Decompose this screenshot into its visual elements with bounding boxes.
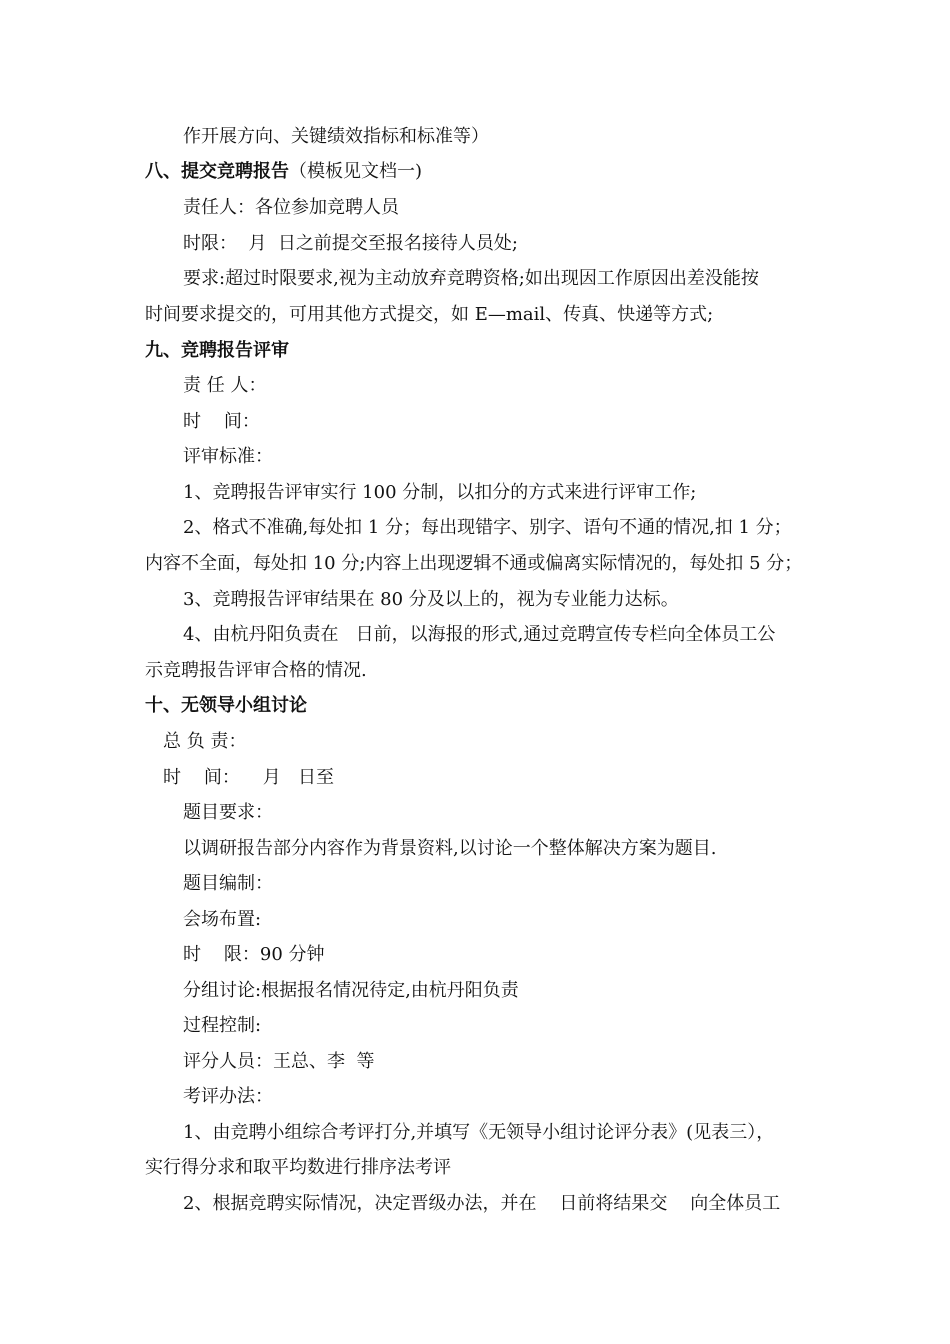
section-heading-8: [145, 160, 422, 184]
paragraph-line: 责任人：各位参加竞聘人员: [183, 197, 399, 218]
section-heading-8-note: （模板见文档一): [289, 161, 423, 182]
paragraph-line: 时间要求提交的，可用其他方式提交，如 E—mail、传真、快递等方式;: [145, 304, 714, 325]
section-heading-9: 九、竞聘报告评审: [145, 340, 289, 361]
paragraph-line: 评分人员：王总、李 等: [183, 1051, 375, 1072]
paragraph-line: 1、由竞聘小组综合考评打分,并填写《无领导小组讨论评分表》(见表三），: [183, 1122, 775, 1143]
paragraph-line: 4、由杭丹阳负责在 日前，以海报的形式,通过竞聘宣传专栏向全体员工公: [183, 624, 776, 645]
paragraph-line: 题目要求：: [183, 802, 273, 823]
paragraph-line: 时限： 月 日之前提交至报名接待人员处;: [183, 233, 518, 254]
paragraph-line: 内容不全面，每处扣 10 分;内容上出现逻辑不通或偏离实际情况的，每处扣 5 分；: [145, 553, 803, 574]
paragraph-line: 要求:超过时限要求,视为主动放弃竞聘资格;如出现因工作原因出差没能按: [183, 268, 759, 289]
paragraph-line: 时 间：: [183, 411, 260, 432]
paragraph-line: 时 间： 月 日至: [163, 767, 334, 788]
paragraph-line: 3、竞聘报告评审结果在 80 分及以上的，视为专业能力达标。: [183, 589, 679, 610]
paragraph-line: 1、竞聘报告评审实行 100 分制，以扣分的方式来进行评审工作;: [183, 482, 697, 503]
paragraph-line: 过程控制:: [183, 1015, 262, 1036]
paragraph-line: 评审标准：: [183, 446, 273, 467]
paragraph-line: 时 限：90 分钟: [183, 944, 325, 965]
paragraph-line: 题目编制：: [183, 873, 273, 894]
paragraph-line: 2、根据竞聘实际情况，决定晋级办法，并在 日前将结果交 向全体员工: [183, 1193, 781, 1214]
paragraph-line: 实行得分求和取平均数进行排序法考评: [145, 1157, 451, 1178]
paragraph-line: 作开展方向、关键绩效指标和标准等）: [183, 126, 489, 147]
paragraph-line: 示竞聘报告评审合格的情况.: [145, 660, 367, 681]
section-heading-8-title: 八、提交竞聘报告: [145, 161, 289, 182]
section-heading-10: 十、无领导小组讨论: [145, 695, 307, 716]
paragraph-line: 分组讨论:根据报名情况待定,由杭丹阳负责: [183, 980, 519, 1001]
paragraph-line: 考评办法：: [183, 1086, 273, 1107]
paragraph-line: 2、格式不准确,每处扣 1 分；每出现错字、别字、语句不通的情况,扣 1 分；: [183, 517, 792, 538]
paragraph-line: 以调研报告部分内容作为背景资料,以讨论一个整体解决方案为题目.: [183, 838, 717, 859]
paragraph-line: 总 负 责：: [163, 731, 247, 752]
paragraph-line: 责 任 人：: [183, 375, 267, 396]
paragraph-line: 会场布置:: [183, 909, 262, 930]
